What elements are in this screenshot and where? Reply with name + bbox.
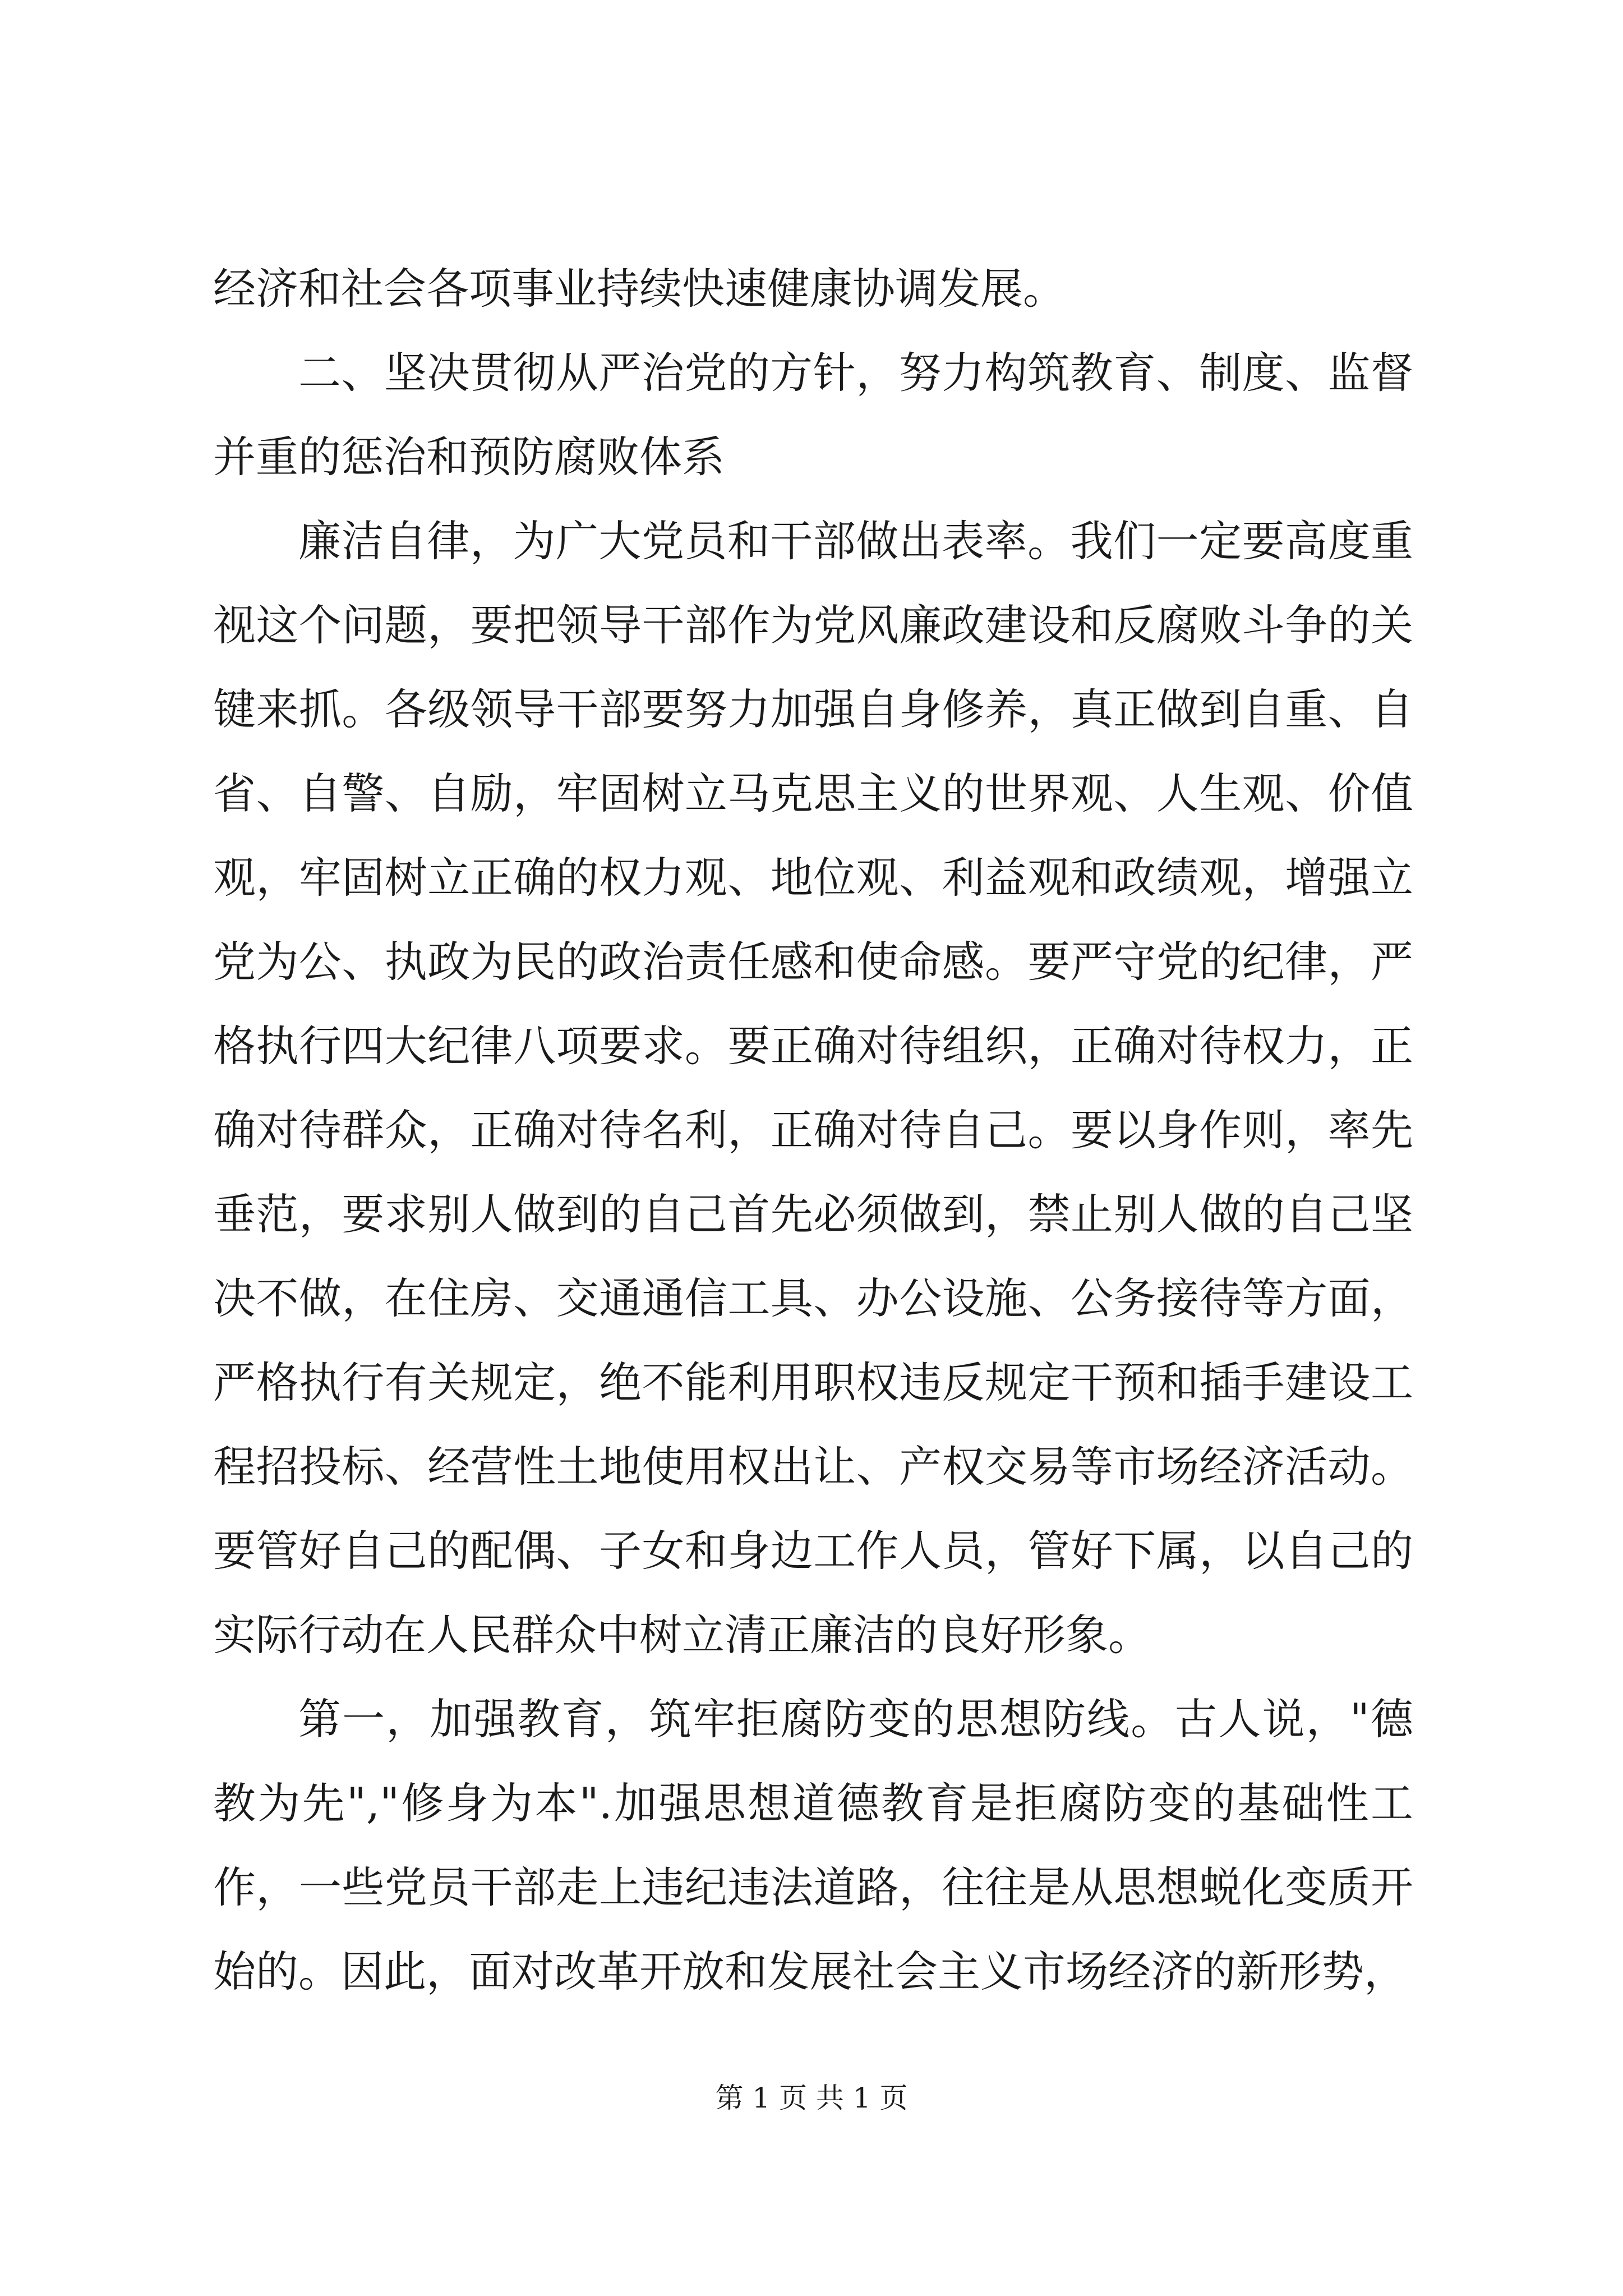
section-heading: 二、坚决贯彻从严治党的方针，努力构筑教育、制度、监督并重的惩治和预防腐败体系 [213, 348, 1413, 482]
paragraph-education: 第一，加强教育，筑牢拒腐防变的思想防线。古人说，"德教为先","修身为本".加强思想道德教育是拒腐防变的基础性工作，一些党员干部走上违纪违法道路，往往是从思想蜕化变质开始的。因此，面对改革开放和发展社会主义市场经济的新形势， [213, 1694, 1413, 1996]
paragraph-continuation: 经济和社会各项事业持续快速健康协调发展。 [213, 264, 1066, 314]
document-body [213, 247, 1413, 2014]
page-footer: 第 1 页 共 1 页 [715, 2082, 908, 2114]
paragraph-self-discipline: 廉洁自律，为广大党员和干部做出表率。我们一定要高度重视这个问题，要把领导干部作为党风廉政建设和反腐败斗争的关键来抓。各级领导干部要努力加强自身修养，真正做到自重、自省、自警、自励，牢固树立马克思主义的世界观、人生观、价值观，牢固树立正确的权力观、地位观、利益观和政绩观，增强立党为公、执政为民的政治责任感和使命感。要严守党的纪律，严格执行四大纪律八项要求。要正确对待组织，正确对待权力，正确对待群众，正确对待名利，正确对待自己。要以身作则，率先垂范，要求别人做到的自己首先必须做到，禁止别人做的自己坚决不做，在住房、交通通信工具、办公设施、公务接待等方面，严格执行有关规定，绝不能利用职权违反规定干预和插手建设工程招投标、经营性土地使用权出让、产权交易等市场经济活动。要管好自己的配偶、子女和身边工作人员，管好下属，以自己的实际行动在人民群众中树立清正廉洁的良好形象。 [213, 516, 1413, 1660]
